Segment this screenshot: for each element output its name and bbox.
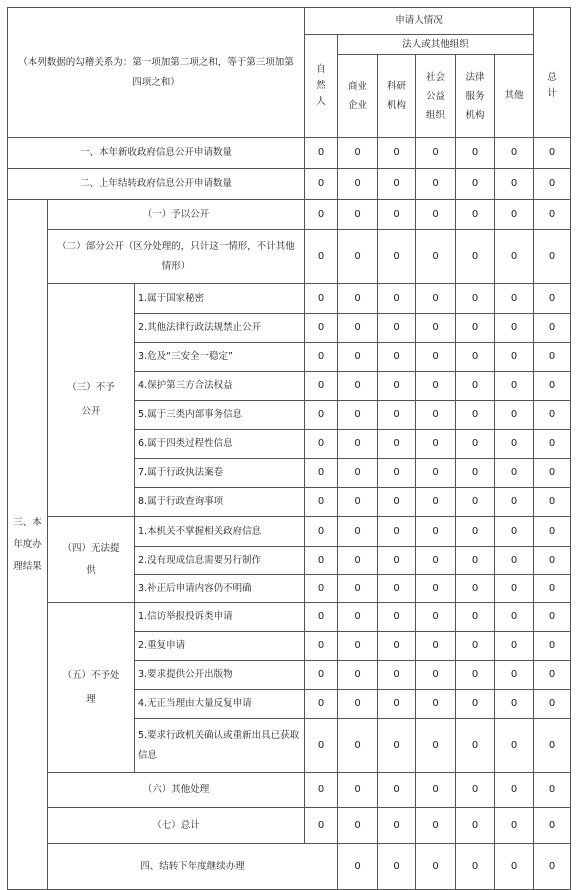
cell-value: 0 bbox=[534, 401, 571, 430]
cell-value: 0 bbox=[495, 488, 534, 517]
row-label: 5.属于三类内部事务信息 bbox=[135, 401, 305, 430]
cell-value: 0 bbox=[495, 284, 534, 314]
cell-value: 0 bbox=[416, 343, 456, 372]
cell-value: 0 bbox=[456, 138, 495, 169]
cell-value: 0 bbox=[338, 603, 378, 632]
cell-value: 0 bbox=[495, 314, 534, 343]
cell-value: 0 bbox=[495, 773, 534, 808]
cell-value: 0 bbox=[416, 690, 456, 719]
cell-value: 0 bbox=[305, 200, 338, 230]
cell-value: 0 bbox=[378, 844, 416, 890]
section-3-label: 三、本年度办理结果 bbox=[8, 200, 48, 890]
cell-value: 0 bbox=[378, 661, 416, 690]
cell-value: 0 bbox=[456, 603, 495, 632]
cell-value: 0 bbox=[495, 808, 534, 844]
cell-value: 0 bbox=[534, 343, 571, 372]
table-row bbox=[8, 808, 571, 844]
cell-value: 0 bbox=[495, 547, 534, 575]
row-label: 6.属于四类过程性信息 bbox=[135, 430, 305, 459]
cell-value: 0 bbox=[416, 547, 456, 575]
cell-value: 0 bbox=[416, 314, 456, 343]
cell-value: 0 bbox=[456, 719, 495, 773]
cell-value: 0 bbox=[305, 690, 338, 719]
table-row bbox=[8, 200, 571, 230]
cell-value: 0 bbox=[416, 517, 456, 547]
cell-value: 0 bbox=[378, 603, 416, 632]
cell-value: 0 bbox=[378, 575, 416, 603]
row-label: 2.没有现成信息需要另行制作 bbox=[135, 547, 305, 575]
header-legal-org: 法人或其他组织 bbox=[338, 35, 534, 55]
table-row bbox=[8, 169, 571, 200]
table-row bbox=[8, 138, 571, 169]
cell-value: 0 bbox=[416, 169, 456, 200]
cell-value: 0 bbox=[338, 284, 378, 314]
cell-value: 0 bbox=[305, 138, 338, 169]
cell-value: 0 bbox=[305, 230, 338, 284]
cell-value: 0 bbox=[305, 430, 338, 459]
row-label: 8.属于行政查询事项 bbox=[135, 488, 305, 517]
row-label: 1.属于国家秘密 bbox=[135, 284, 305, 314]
cell-value: 0 bbox=[378, 200, 416, 230]
cell-value: 0 bbox=[534, 603, 571, 632]
cell-value: 0 bbox=[534, 517, 571, 547]
header-research: 科研机构 bbox=[378, 55, 416, 138]
table-row bbox=[8, 773, 571, 808]
cell-value: 0 bbox=[378, 488, 416, 517]
cell-value: 0 bbox=[456, 547, 495, 575]
cell-value: 0 bbox=[495, 844, 534, 890]
cell-value: 0 bbox=[456, 488, 495, 517]
cell-value: 0 bbox=[456, 632, 495, 661]
cell-value: 0 bbox=[495, 632, 534, 661]
cell-value: 0 bbox=[338, 430, 378, 459]
cell-value: 0 bbox=[338, 719, 378, 773]
cell-value: 0 bbox=[338, 844, 378, 890]
cell-value: 0 bbox=[456, 372, 495, 401]
cell-value: 0 bbox=[416, 401, 456, 430]
cell-value: 0 bbox=[416, 430, 456, 459]
header-natural-person: 自然人 bbox=[305, 35, 338, 138]
header-total-spacer bbox=[534, 8, 571, 35]
cell-value: 0 bbox=[456, 401, 495, 430]
cell-value: 0 bbox=[305, 488, 338, 517]
cell-value: 0 bbox=[534, 808, 571, 844]
cell-value: 0 bbox=[305, 459, 338, 488]
cell-value: 0 bbox=[534, 314, 571, 343]
row-label: 1.信访举报投诉类申请 bbox=[135, 603, 305, 632]
cell-value: 0 bbox=[534, 459, 571, 488]
cell-value: 0 bbox=[534, 632, 571, 661]
cell-value: 0 bbox=[378, 719, 416, 773]
cell-value: 0 bbox=[416, 844, 456, 890]
header-total: 总计 bbox=[534, 35, 571, 138]
cell-value: 0 bbox=[305, 547, 338, 575]
cell-value: 0 bbox=[534, 138, 571, 169]
cell-value: 0 bbox=[456, 343, 495, 372]
cell-value: 0 bbox=[534, 230, 571, 284]
cell-value: 0 bbox=[495, 575, 534, 603]
cell-value: 0 bbox=[456, 517, 495, 547]
cell-value: 0 bbox=[495, 372, 534, 401]
cell-value: 0 bbox=[338, 547, 378, 575]
table-row bbox=[8, 284, 571, 314]
cell-value: 0 bbox=[338, 372, 378, 401]
row-label: 一、本年新收政府信息公开申请数量 bbox=[8, 138, 305, 169]
cell-value: 0 bbox=[338, 169, 378, 200]
cell-value: 0 bbox=[456, 661, 495, 690]
cell-value: 0 bbox=[416, 230, 456, 284]
cell-value: 0 bbox=[456, 459, 495, 488]
cell-value: 0 bbox=[305, 169, 338, 200]
cell-value: 0 bbox=[378, 138, 416, 169]
cell-value: 0 bbox=[456, 575, 495, 603]
cell-value: 0 bbox=[495, 200, 534, 230]
header-note: （本列数据的勾稽关系为：第一项加第二项之和，等于第三项加第四项之和） bbox=[8, 8, 305, 138]
row-label: 四、结转下年度继续办理 bbox=[48, 844, 338, 890]
cell-value: 0 bbox=[534, 488, 571, 517]
cell-value: 0 bbox=[534, 719, 571, 773]
table-row bbox=[8, 844, 571, 890]
cell-value: 0 bbox=[305, 773, 338, 808]
cell-value: 0 bbox=[495, 138, 534, 169]
cell-value: 0 bbox=[456, 430, 495, 459]
cell-value: 0 bbox=[495, 343, 534, 372]
cell-value: 0 bbox=[338, 661, 378, 690]
cell-value: 0 bbox=[338, 690, 378, 719]
row-label: （二）部分公开（区分处理的，只计这一情形，不计其他情形） bbox=[48, 230, 305, 284]
row-label: （六）其他处理 bbox=[48, 773, 305, 808]
table-row bbox=[8, 230, 571, 284]
table-row bbox=[8, 517, 571, 547]
cell-value: 0 bbox=[305, 401, 338, 430]
cell-value: 0 bbox=[338, 488, 378, 517]
cell-value: 0 bbox=[456, 284, 495, 314]
cell-value: 0 bbox=[378, 773, 416, 808]
cell-value: 0 bbox=[534, 661, 571, 690]
cell-value: 0 bbox=[416, 632, 456, 661]
cell-value: 0 bbox=[338, 314, 378, 343]
row-label: 4.保护第三方合法权益 bbox=[135, 372, 305, 401]
cell-value: 0 bbox=[338, 575, 378, 603]
cell-value: 0 bbox=[495, 661, 534, 690]
cell-value: 0 bbox=[338, 200, 378, 230]
cell-value: 0 bbox=[378, 517, 416, 547]
info-disclosure-table bbox=[7, 7, 571, 890]
cell-value: 0 bbox=[305, 372, 338, 401]
row-label: 7.属于行政执法案卷 bbox=[135, 459, 305, 488]
cell-value: 0 bbox=[495, 401, 534, 430]
row-label: 1.本机关不掌握相关政府信息 bbox=[135, 517, 305, 547]
cell-value: 0 bbox=[378, 314, 416, 343]
cell-value: 0 bbox=[378, 372, 416, 401]
row-label: 3.补正后申请内容仍不明确 bbox=[135, 575, 305, 603]
cell-value: 0 bbox=[495, 719, 534, 773]
cell-value: 0 bbox=[416, 138, 456, 169]
cell-value: 0 bbox=[456, 314, 495, 343]
table-row bbox=[8, 603, 571, 632]
cell-value: 0 bbox=[378, 284, 416, 314]
cell-value: 0 bbox=[456, 169, 495, 200]
cell-value: 0 bbox=[416, 661, 456, 690]
cell-value: 0 bbox=[305, 661, 338, 690]
cell-value: 0 bbox=[416, 575, 456, 603]
cell-value: 0 bbox=[495, 169, 534, 200]
cell-value: 0 bbox=[378, 808, 416, 844]
cell-value: 0 bbox=[416, 773, 456, 808]
cell-value: 0 bbox=[495, 459, 534, 488]
cell-value: 0 bbox=[378, 430, 416, 459]
cell-value: 0 bbox=[378, 401, 416, 430]
cell-value: 0 bbox=[456, 690, 495, 719]
row-label: 二、上年结转政府信息公开申请数量 bbox=[8, 169, 305, 200]
cell-value: 0 bbox=[416, 719, 456, 773]
cell-value: 0 bbox=[305, 314, 338, 343]
cell-value: 0 bbox=[305, 284, 338, 314]
cell-value: 0 bbox=[305, 632, 338, 661]
row-label: （一）予以公开 bbox=[48, 200, 305, 230]
cell-value: 0 bbox=[456, 200, 495, 230]
row-label: 2.重复申请 bbox=[135, 632, 305, 661]
cell-value: 0 bbox=[534, 575, 571, 603]
header-social-welfare: 社会公益组织 bbox=[416, 55, 456, 138]
cell-value: 0 bbox=[416, 808, 456, 844]
cell-value: 0 bbox=[305, 603, 338, 632]
cell-value: 0 bbox=[378, 343, 416, 372]
cell-value: 0 bbox=[456, 808, 495, 844]
cell-value: 0 bbox=[338, 138, 378, 169]
cell-value: 0 bbox=[534, 844, 571, 890]
cell-value: 0 bbox=[416, 372, 456, 401]
cell-value: 0 bbox=[338, 401, 378, 430]
cell-value: 0 bbox=[534, 547, 571, 575]
row-label: 4.无正当理由大量反复申请 bbox=[135, 690, 305, 719]
header-legal-service: 法律服务机构 bbox=[456, 55, 495, 138]
cell-value: 0 bbox=[456, 773, 495, 808]
row-label: 3.危及“三安全一稳定” bbox=[135, 343, 305, 372]
cell-value: 0 bbox=[495, 603, 534, 632]
row-label: 2.其他法律行政法规禁止公开 bbox=[135, 314, 305, 343]
cell-value: 0 bbox=[416, 603, 456, 632]
cell-value: 0 bbox=[416, 200, 456, 230]
cell-value: 0 bbox=[305, 575, 338, 603]
cell-value: 0 bbox=[534, 430, 571, 459]
cell-value: 0 bbox=[534, 284, 571, 314]
cell-value: 0 bbox=[534, 773, 571, 808]
cell-value: 0 bbox=[305, 808, 338, 844]
cell-value: 0 bbox=[534, 200, 571, 230]
row-label: 3.要求提供公开出版物 bbox=[135, 661, 305, 690]
header-other: 其他 bbox=[495, 55, 534, 138]
cell-value: 0 bbox=[534, 372, 571, 401]
group-4-label: （四）无法提供 bbox=[48, 517, 135, 603]
cell-value: 0 bbox=[338, 343, 378, 372]
cell-value: 0 bbox=[495, 690, 534, 719]
cell-value: 0 bbox=[378, 690, 416, 719]
cell-value: 0 bbox=[378, 230, 416, 284]
cell-value: 0 bbox=[416, 284, 456, 314]
cell-value: 0 bbox=[338, 808, 378, 844]
cell-value: 0 bbox=[495, 230, 534, 284]
cell-value: 0 bbox=[416, 488, 456, 517]
cell-value: 0 bbox=[305, 719, 338, 773]
cell-value: 0 bbox=[495, 517, 534, 547]
cell-value: 0 bbox=[416, 459, 456, 488]
cell-value: 0 bbox=[338, 230, 378, 284]
row-label: （七）总计 bbox=[48, 808, 305, 844]
cell-value: 0 bbox=[338, 632, 378, 661]
cell-value: 0 bbox=[534, 169, 571, 200]
cell-value: 0 bbox=[378, 547, 416, 575]
cell-value: 0 bbox=[305, 343, 338, 372]
cell-value: 0 bbox=[456, 230, 495, 284]
header-applicant: 申请人情况 bbox=[305, 8, 534, 35]
cell-value: 0 bbox=[378, 632, 416, 661]
cell-value: 0 bbox=[534, 690, 571, 719]
header-commercial: 商业企业 bbox=[338, 55, 378, 138]
cell-value: 0 bbox=[378, 459, 416, 488]
cell-value: 0 bbox=[338, 459, 378, 488]
row-label: 5.要求行政机关确认或重新出具已获取信息 bbox=[135, 719, 305, 773]
group-3-label: （三）不予公开 bbox=[48, 284, 135, 517]
cell-value: 0 bbox=[305, 517, 338, 547]
cell-value: 0 bbox=[495, 430, 534, 459]
cell-value: 0 bbox=[456, 844, 495, 890]
cell-value: 0 bbox=[378, 169, 416, 200]
cell-value: 0 bbox=[338, 773, 378, 808]
cell-value: 0 bbox=[338, 517, 378, 547]
group-5-label: （五）不予处理 bbox=[48, 603, 135, 773]
